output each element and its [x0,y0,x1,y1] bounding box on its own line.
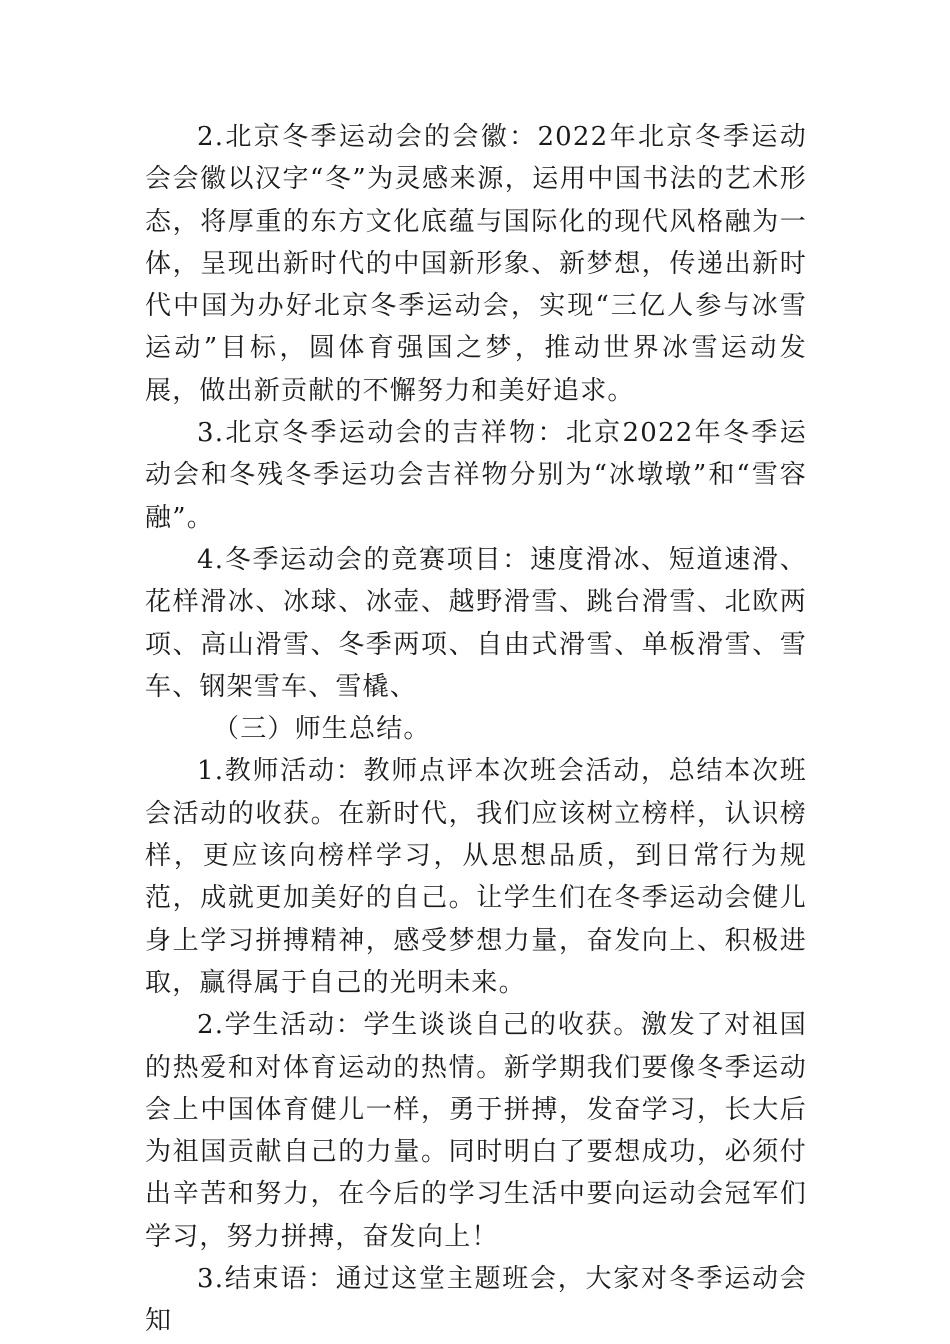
paragraph-student-activity: 2.学生活动：学生谈谈自己的收获。激发了对祖国的热爱和对体育运动的热情。新学期我们要像冬季运动会上中国体育健儿一样，勇于拼搏，发奋学习，长大后为祖国贡献自己的力量。同时明白了要想成功，必须付出辛苦和努力，在今后的学习生活中要向运动会冠军们学习，努力拼搏，奋发向上！ [145,1010,807,1252]
section-heading-summary: （三）师生总结。 [213,714,431,745]
paragraph-teacher-activity: 1.教师活动：教师点评本次班会活动，总结本次班会活动的收获。在新时代，我们应该树立榜样，认识榜样，更应该向榜样学习，从思想品质，到日常行为规范，成就更加美好的自己。让学生们在冬季运动会健儿身上学习拼搏精神，感受梦想力量，奋发向上、积极进取，赢得属于自己的光明未来。 [145,756,807,998]
paragraph-closing: 3.结束语：通过这堂主题班会，大家对冬季运动会知 [145,1264,807,1337]
paragraph-mascot: 3.北京冬季运动会的吉祥物：北京2022年冬季运动会和冬残冬季运功会吉祥物分别为“冰墩墩”和“雪容融”。 [145,418,807,533]
paragraph-emblem: 2.北京冬季运动会的会徽：2022年北京冬季运动会会徽以汉字“冬”为灵感来源，运用中国书法的艺术形态，将厚重的东方文化底蕴与国际化的现代风格融为一体，呈现出新时代的中国新形象、新梦想，传递出新时代中国为办好北京冬季运动会，实现“三亿人参与冰雪运动”目标，圆体育强国之梦，推动世界冰雪运动发展，做出新贡献的不懈努力和美好追求。 [145,122,807,406]
body-text [145,116,807,1343]
paragraph-events: 4.冬季运动会的竞赛项目：速度滑冰、短道速滑、花样滑冰、冰球、冰壶、越野滑雪、跳台滑雪、北欧两项、高山滑雪、冬季两项、自由式滑雪、单板滑雪、雪车、钢架雪车、雪橇、 [145,544,807,702]
